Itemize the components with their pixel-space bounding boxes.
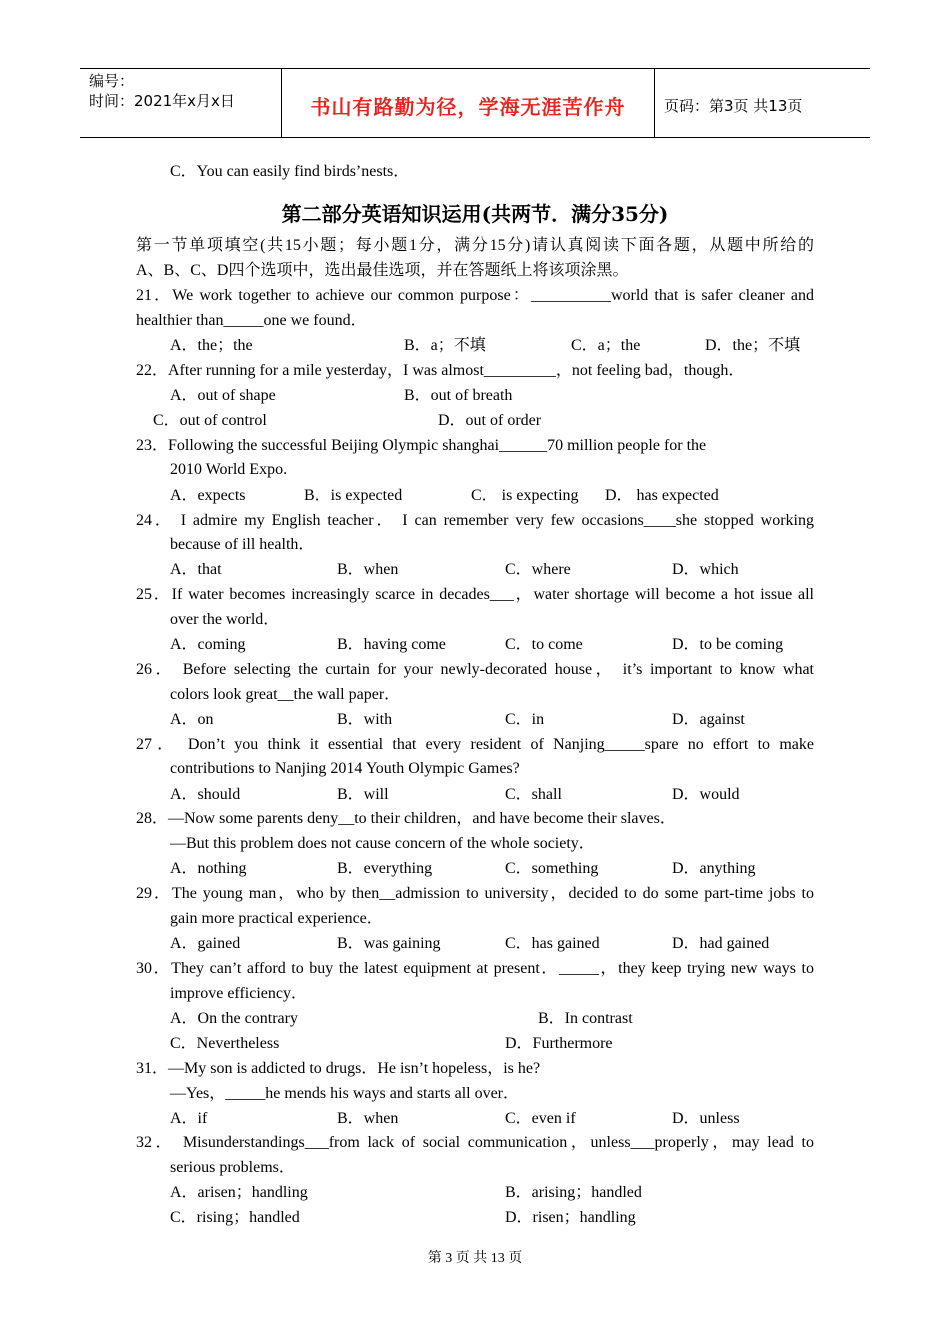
- option-a: A．coming: [170, 636, 246, 653]
- option-b: B．a；不填: [404, 337, 486, 354]
- option-d: D．unless: [672, 1110, 740, 1127]
- question-stem: 2010 World Expo.: [170, 461, 288, 478]
- question-stem: 32． Misunderstandings___from lack of social communication，unless___properly，may lead to: [136, 1134, 815, 1151]
- option-b: B．everything: [337, 860, 433, 877]
- option-c: C．in: [505, 711, 545, 728]
- question-stem: 28．—Now some parents deny__to their children，and have become their slaves．: [136, 810, 676, 827]
- option-b: B．arising；handled: [505, 1184, 642, 1201]
- option-d: D．anything: [672, 860, 756, 877]
- option-a: A．on: [170, 711, 214, 728]
- header-divider: [654, 69, 655, 137]
- question-stem: 29．The young man，who by then__admission to university，decided to do some part-time jobs to: [136, 885, 815, 902]
- option-c: C．has gained: [505, 935, 600, 952]
- question-stem: colors look great__the wall paper．: [170, 686, 401, 703]
- option-a: A．On the contrary: [170, 1010, 298, 1027]
- option-a: A．out of shape: [170, 387, 276, 404]
- option-d: D．which: [672, 561, 739, 578]
- question-stem: because of ill health．: [170, 536, 315, 553]
- option-a: A．gained: [170, 935, 241, 952]
- option-b: B．with: [337, 711, 393, 728]
- option-c: C．a；the: [571, 337, 641, 354]
- question-stem: 21．We work together to achieve our common purpose：__________world that is safer cleaner and: [136, 287, 815, 304]
- page-header: [80, 68, 870, 138]
- question-stem: —But this problem does not cause concern of the whole society．: [170, 835, 595, 852]
- option-a: A．if: [170, 1110, 208, 1127]
- question-stem: 26． Before selecting the curtain for your newly-decorated house， it’s important to know what: [136, 661, 814, 678]
- serial-label: 编号：: [89, 72, 135, 90]
- option-d: D． has expected: [605, 487, 719, 504]
- prev-option: C．You can easily find birds’nests．: [170, 163, 410, 180]
- option-c: C．Nevertheless: [170, 1035, 280, 1052]
- question-stem: improve efficiency．: [170, 985, 307, 1002]
- question-stem: 31．—My son is addicted to drugs．He isn’t hopeless，is he?: [136, 1060, 541, 1077]
- option-a: A．should: [170, 786, 241, 803]
- question-stem: 25．If water becomes increasingly scarce in decades___，water shortage will become a hot issue all: [136, 586, 815, 603]
- option-c: C．out of control: [153, 412, 267, 429]
- header-meta: [89, 71, 235, 111]
- option-d: D．against: [672, 711, 745, 728]
- option-d: D．to be coming: [672, 636, 784, 653]
- option-a: A．arisen；handling: [170, 1184, 308, 1201]
- question-stem: 23．Following the successful Beijing Olympic shanghai______70 million people for the: [136, 437, 707, 454]
- option-b: B．was gaining: [337, 935, 441, 952]
- option-b: B．out of breath: [404, 387, 513, 404]
- question-stem: healthier than_____one we found．: [136, 312, 367, 329]
- option-c: C． is expecting: [471, 487, 579, 504]
- option-d: D．risen；handling: [505, 1209, 636, 1226]
- option-b: B．will: [337, 786, 389, 803]
- option-a: A．nothing: [170, 860, 247, 877]
- question-stem: serious problems．: [170, 1159, 295, 1176]
- option-c: C．to come: [505, 636, 583, 653]
- question-stem: 27． Don’t you think it essential that every resident of Nanjing_____spare no effort to make: [136, 736, 814, 753]
- option-c: C．where: [505, 561, 571, 578]
- option-d: D．had gained: [672, 935, 770, 952]
- option-a: A．that: [170, 561, 222, 578]
- option-d: D．Furthermore: [505, 1035, 613, 1052]
- header-motto: 书山有路勤为径，学海无涯苦作舟: [310, 95, 626, 119]
- section-title: 第二部分英语知识运用(共两节．满分35分): [281, 202, 669, 226]
- option-b: B．when: [337, 1110, 399, 1127]
- option-a: A．the；the: [170, 337, 253, 354]
- option-c: C．something: [505, 860, 599, 877]
- option-d: D．out of order: [438, 412, 542, 429]
- option-d: D．the；不填: [705, 337, 801, 354]
- option-a: A．expects: [170, 487, 246, 504]
- option-b: B．when: [337, 561, 399, 578]
- option-c: C．even if: [505, 1110, 576, 1127]
- instructions-line: 第一节单项填空(共15小题；每小题1分，满分15分)请认真阅读下面各题，从题中所给的: [136, 237, 814, 254]
- page-footer: 第 3 页 共 13 页: [427, 1251, 523, 1266]
- question-stem: contributions to Nanjing 2014 Youth Olympic Games?: [170, 760, 520, 777]
- question-stem: gain more practical experience．: [170, 910, 383, 927]
- option-c: C．rising；handled: [170, 1209, 300, 1226]
- option-b: B．is expected: [304, 487, 403, 504]
- question-stem: 22．After running for a mile yesterday，I was almost_________，not feeling bad，though．: [136, 362, 745, 379]
- question-stem: 30．They can’t afford to buy the latest equipment at present．_____，they keep trying new ways to: [136, 960, 815, 977]
- time-label: 时间：2021年x月x日: [89, 92, 235, 110]
- option-d: D．would: [672, 786, 740, 803]
- option-b: B．having come: [337, 636, 446, 653]
- option-b: B．In contrast: [538, 1010, 633, 1027]
- header-page-label: 页码：第3页 共13页: [664, 97, 803, 115]
- question-stem: —Yes，_____he mends his ways and starts all over．: [170, 1085, 520, 1102]
- option-c: C．shall: [505, 786, 562, 803]
- instructions-line: A、B、C、D四个选项中，选出最佳选项，并在答题纸上将该项涂黑。: [136, 262, 629, 279]
- question-stem: 24． I admire my English teacher． I can remember very few occasions____she stopped working: [136, 512, 814, 529]
- question-stem: over the world．: [170, 611, 280, 628]
